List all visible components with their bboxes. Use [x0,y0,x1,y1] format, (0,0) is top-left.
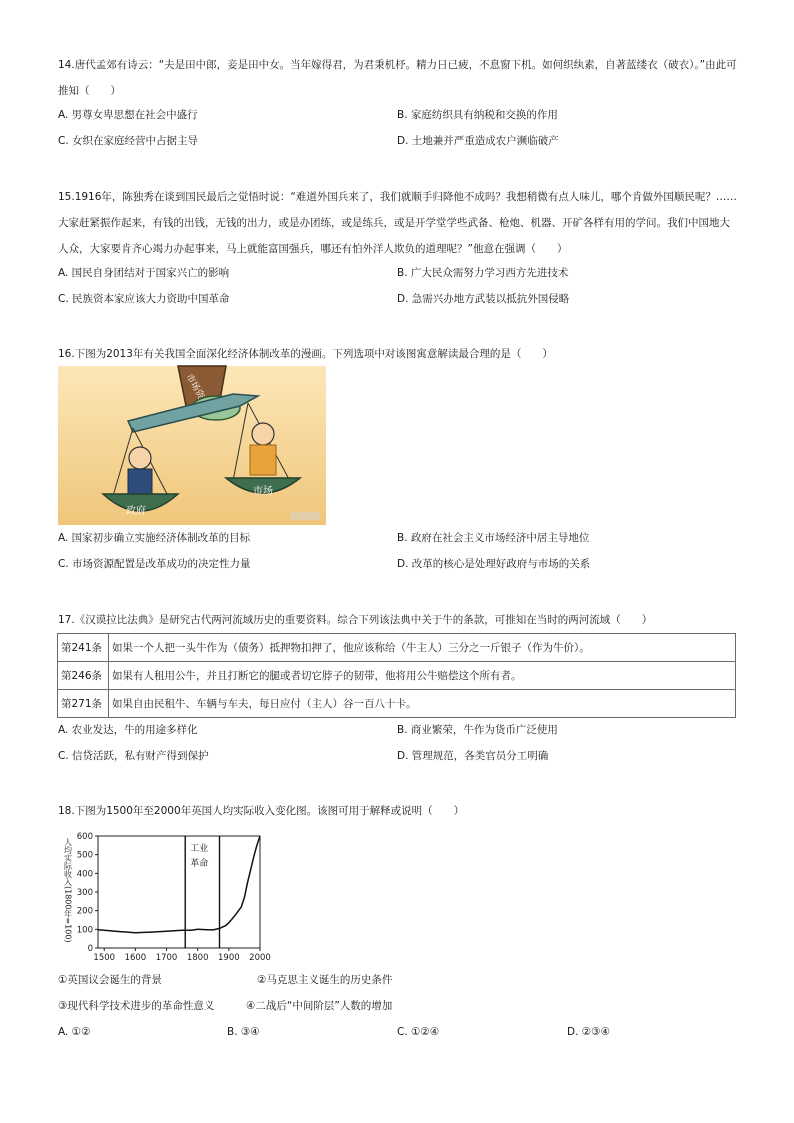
right-pan-label: 市场 [253,486,273,497]
question-15-stem: 15.1916年，陈独秀在谈到国民最后之觉悟时说：“难道外国兵来了，我们就顺手归降他不成吗？我想稍微有点人味儿，哪个肯做外国顺民呢？……大家赶紧振作起来，有钱的出钱，无钱的出力，或是办团练，或是练兵，或是开学堂学些武备、枪炮、机器、开矿各样有用的学问。我们中国地大人众，大家要肯齐心竭力办起事来，马上就能富国强兵，哪还有怕外洋人欺负的道理呢？”他意在强调（ ） [58,191,737,255]
y-tick-label: 200 [76,906,93,917]
option-a[interactable]: A. 农业发达，牛的用途多样化 [58,724,198,736]
law-number: 第246条 [58,662,109,690]
option-d[interactable]: D. 土地兼并严重造成农户濒临破产 [397,135,559,147]
annotation-label-line-1: 工业 [190,844,209,854]
option-b[interactable]: B. 政府在社会主义市场经济中居主导地位 [397,532,590,544]
law-text: 如果有人租用公牛，并且打断它的腿或者切它脖子的韧带，他将用公牛赔偿这个所有者。 [109,662,736,690]
option-b[interactable]: B. 家庭纺织具有纳税和交换的作用 [397,109,558,121]
y-tick-label: 600 [76,832,93,842]
y-tick-label: 300 [76,888,93,898]
question-14-options [58,102,738,154]
question-17-stem: 17.《汉谟拉比法典》是研究古代两河流域历史的重要资料。综合下列该法典中关于牛的条款，可推知在当时的两河流域（ ） [58,614,653,626]
statement-row-2 [58,993,392,1019]
option-a[interactable]: A. 国家初步确立实施经济体制改革的目标 [58,532,251,544]
law-text: 如果自由民租牛、车辆与车夫，每日应付（主人）谷一百八十卡。 [109,690,736,718]
option-c[interactable]: C. ①②④ [397,1026,440,1038]
x-tick-label: 1800 [186,953,209,963]
option-c[interactable]: C. 民族资本家应该大力资助中国革命 [58,293,230,305]
hammurabi-law-table [57,633,736,718]
y-tick-label: 400 [76,869,93,880]
x-tick-label: 2000 [249,953,271,963]
annotation-label-line-2: 革命 [190,859,209,869]
option-d[interactable]: D. 急需兴办地方武装以抵抗外国侵略 [397,293,570,305]
question-17-options [58,717,738,769]
table-row [58,662,736,690]
economic-reform-cartoon [58,366,326,525]
option-c[interactable]: C. 信贷活跃，私有财产得到保护 [58,750,209,762]
law-number: 第271条 [58,690,109,718]
option-b[interactable]: B. 商业繁荣，牛作为货币广泛使用 [397,724,558,736]
option-b[interactable]: B. ③④ [227,1026,260,1038]
x-tick-label: 1600 [124,953,147,963]
government-figure-body [128,469,152,497]
question-16-stem: 16.下图为2013年有关我国全面深化经济体制改革的漫画。下列选项中对该图寓意解读最合理的是（ ） [58,348,553,360]
y-tick-label: 0 [87,944,93,954]
x-tick-label: 1900 [218,953,240,963]
option-a[interactable]: A. 国民自身团结对于国家兴亡的影响 [58,267,230,279]
option-c[interactable]: C. 女织在家庭经营中占据主导 [58,135,199,147]
statement-row-1 [58,967,392,993]
option-d[interactable]: D. 改革的核心是处理好政府与市场的关系 [397,558,591,570]
statement-1: ①英国议会诞生的背景 [58,974,162,986]
table-row [58,690,736,718]
y-tick-label: 500 [76,850,93,861]
option-a[interactable]: A. 男尊女卑思想在社会中盛行 [58,109,198,121]
y-tick-label: 100 [76,925,93,936]
x-tick-label: 1700 [155,953,178,963]
option-c[interactable]: C. 市场资源配置是改革成功的决定性力量 [58,558,251,570]
uk-income-line-chart [58,830,271,966]
question-18-options [58,1019,738,1045]
question-18-stem: 18.下图为1500年至2000年英国人均实际收入变化图。该图可用于解释或说明（ ） [58,805,465,817]
law-number: 第241条 [58,634,109,662]
table-row [58,634,736,662]
question-15-options [58,260,738,312]
question-16-options [58,525,738,577]
market-figure-head [252,423,274,445]
law-text: 如果一个人把一头牛作为（债务）抵押物扣押了，他应该称给（牛主人）三分之一斤银子（作为牛价）。 [109,634,736,662]
market-figure-body [250,445,276,475]
statement-4: ④二战后“中间阶层”人数的增加 [246,1000,393,1012]
option-b[interactable]: B. 广大民众需努力学习西方先进技术 [397,267,569,279]
left-pan-label: 政府 [126,506,146,517]
option-d[interactable]: D. 管理规范，各类官员分工明确 [397,750,549,762]
statement-3: ③现代科学技术进步的革命性意义 [58,1000,215,1012]
government-figure-head [129,447,151,469]
option-a[interactable]: A. ①② [58,1026,91,1038]
statement-2: ②马克思主义诞生的历史条件 [257,974,393,986]
income-series-line [98,836,260,933]
question-14-stem: 14.唐代孟郊有诗云：“夫是田中郎，妾是田中女。当年嫁得君，为君秉机杼。精力日已疲，不息窗下机。如何织纨素，自著蓝缕衣（破衣）。”由此可推知（ ） [58,59,737,97]
y-axis-label: 人均实际收入(1800年=100) [63,838,73,943]
x-tick-label: 1500 [93,953,116,963]
option-d[interactable]: D. ②③④ [567,1026,610,1038]
